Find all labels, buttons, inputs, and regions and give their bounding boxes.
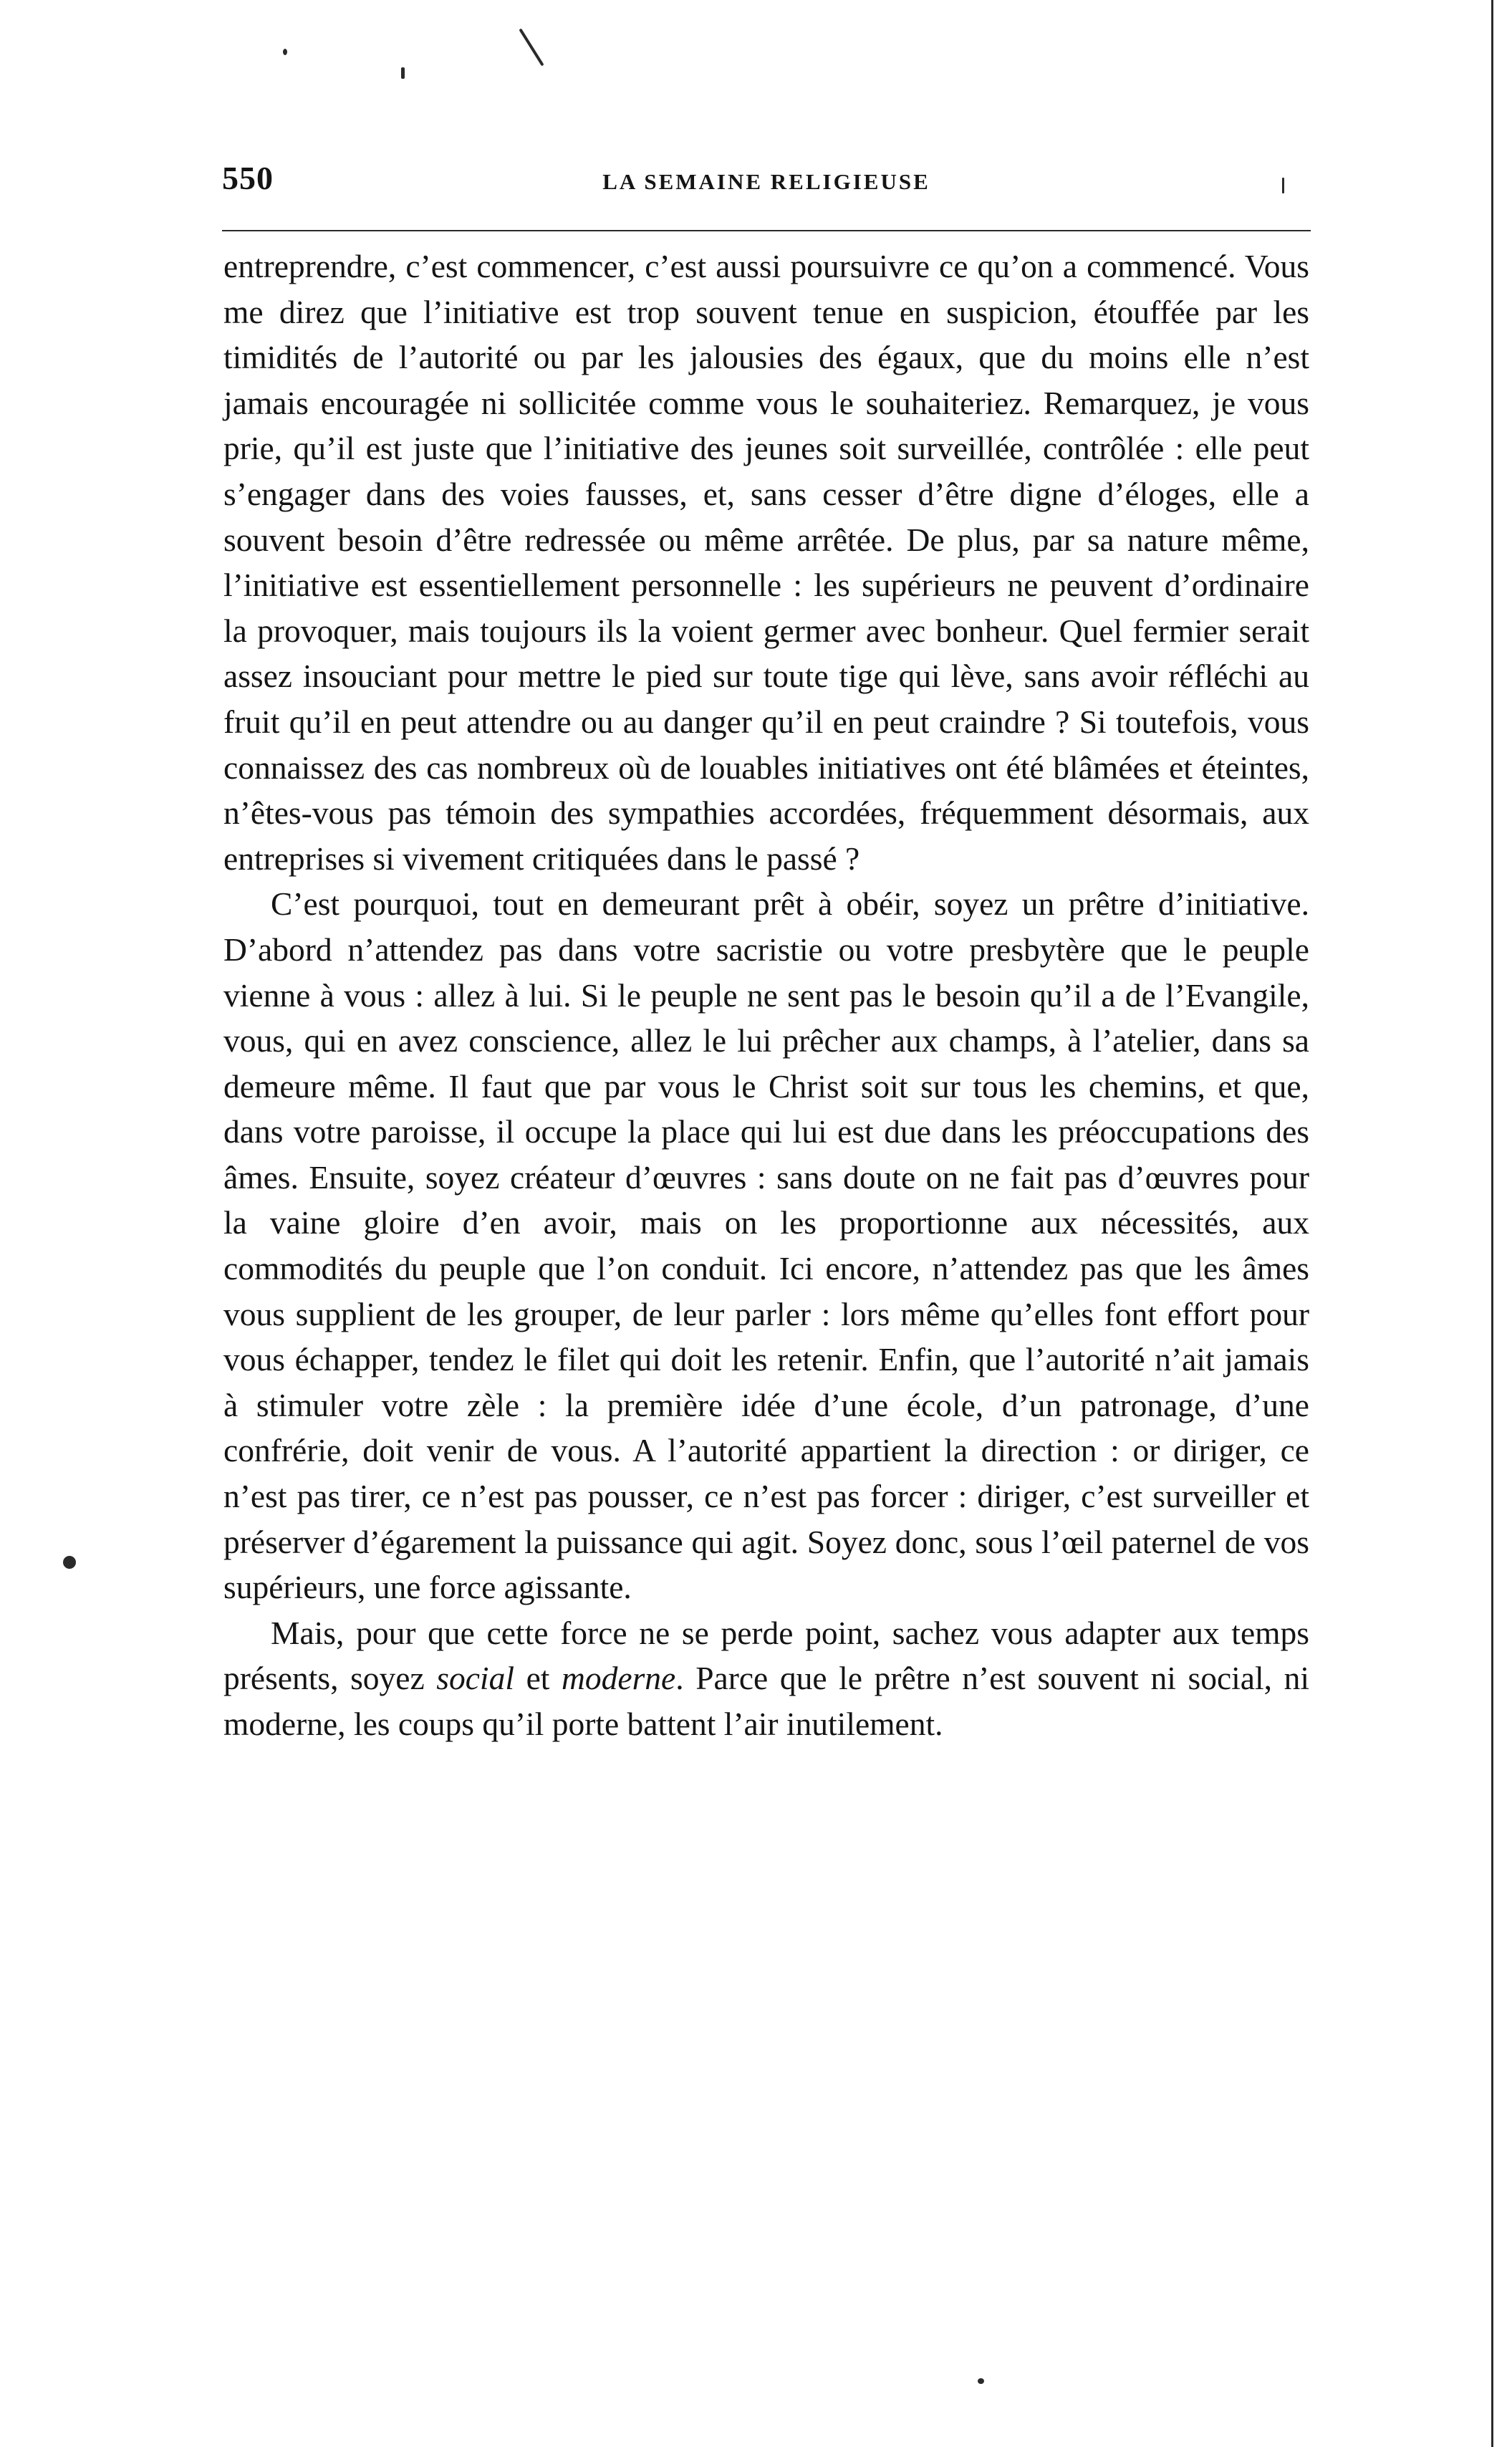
paragraph-3-start: Mais, pour que cette force ne se perde point, sachez vous adapter aux temps présents, soyez <box>223 1614 1309 1697</box>
running-title: LA SEMAINE RELIGIEUSE <box>602 169 930 194</box>
body-text <box>223 244 1309 1747</box>
paragraph-3-mid: et <box>514 1660 562 1697</box>
page-number: 550 <box>222 160 274 196</box>
paragraph-2: C’est pourquoi, tout en demeurant prêt à obéir, soyez un prêtre d’initiative. D’abord n’attendez pas dans votre sacristie ou votre presbytère que le peuple vienne à vous : allez à lui. Si le peuple ne sent pas le besoin qu’il a de l’Evangile, vous, qui en avez conscience, allez le lui prêcher aux champs, à l’atelier, dans sa demeure même. Il faut que par vous le Christ soit sur tous les chemins, et que, dans votre paroisse, il occupe la place qui lui est due dans les préoccupations des âmes. Ensuite, soyez créateur d’œuvres : sans doute on ne fait pas d’œuvres pour la vaine gloire d’en avoir, mais on les proportionne aux nécessités, aux commodités du peuple que l’on conduit. Ici encore, n’attendez pas que les âmes vous supplient de les grouper, de leur parler : lors même qu’elles font effort pour vous échapper, tendez le filet qui doit les retenir. Enfin, que l’autorité n’ait jamais à stimuler votre zèle : la première idée d’une école, d’un patronage, d’une confrérie, doit venir de vous. A l’autorité appartient la direction : or diriger, ce n’est pas tirer, ce n’est pas pousser, ce n’est pas forcer : diriger, c’est surveiller et préserver d’égarement la puissance qui agit. Soyez donc, sous l’œil paternel de vos supérieurs, une force agissante. <box>223 885 1309 1606</box>
emphasis-social: social <box>436 1660 514 1697</box>
scan-speck <box>401 67 405 79</box>
page-edge-line <box>1491 0 1493 2447</box>
emphasis-moderne: moderne <box>562 1660 676 1697</box>
scan-speck <box>519 28 544 66</box>
paragraph-1: entreprendre, c’est commencer, c’est aussi poursuivre ce qu’on a commencé. Vous me direz que l’initiative est trop souvent tenue en suspicion, étouffée par les timidités de l’autorité ou par les jalousies des égaux, que du moins elle n’est jamais encouragée ni sollicitée comme vous le souhaiteriez. Remarquez, je vous prie, qu’il est juste que l’initiative des jeunes soit surveillée, contrôlée : elle peut s’engager dans des voies fausses, et, sans cesser d’être digne d’éloges, elle a souvent besoin d’être redressée ou même arrêtée. De plus, par sa nature même, l’initiative est essentiellement personnelle : les supérieurs ne peuvent d’ordinaire la provoquer, mais toujours ils la voient germer avec bonheur. Quel fermier serait assez insouciant pour mettre le pied sur toute tige qui lève, sans avoir réfléchi au fruit qu’il en peut attendre ou au danger qu’il en peut craindre ? Si toutefois, vous connaissez des cas nombreux où de louables initiatives ont été blâmées et éteintes, n’êtes-vous pas témoin des sympathies accordées, fréquemment désormais, aux entreprises si vivement critiquées dans le passé ? <box>223 248 1309 877</box>
page-header <box>222 159 1311 209</box>
paragraph-3 <box>223 1610 1309 1747</box>
scan-speck <box>978 2378 984 2384</box>
margin-dot <box>63 1556 76 1569</box>
paragraph-3-end: . Parce que le prêtre n’est souvent ni social, ni moderne, les coups qu’il porte battent l’air inutilement. <box>223 1660 1309 1742</box>
header-rule <box>222 230 1311 231</box>
scan-speck <box>283 49 287 55</box>
scan-speck <box>1282 178 1284 193</box>
